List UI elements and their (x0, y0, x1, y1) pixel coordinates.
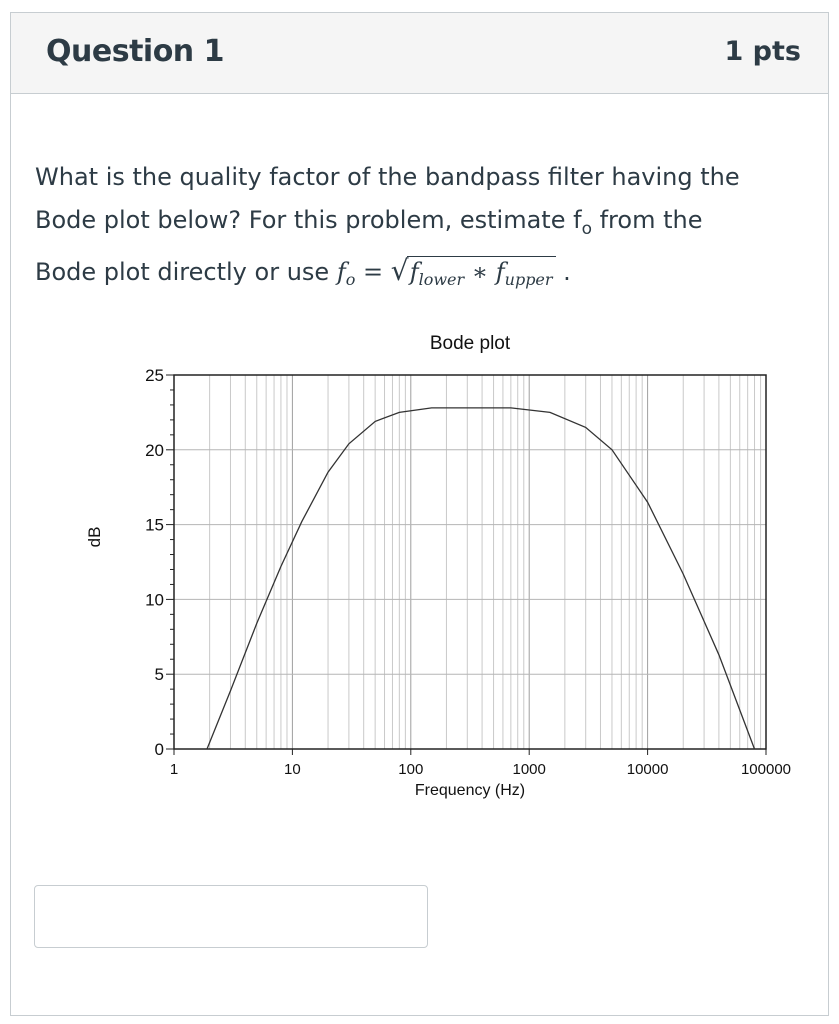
sqrt-body (407, 256, 556, 295)
fo-subscript: o (581, 219, 592, 239)
question-line-2-text: Bode plot below? For this problem, estimate f (35, 206, 582, 234)
formula-f2-sub: upper (504, 270, 553, 289)
question-points: 1 pts (724, 36, 801, 67)
chart-title: Bode plot (429, 333, 511, 354)
series-line-gain (207, 408, 755, 749)
formula-f2: f (495, 258, 505, 286)
formula (336, 254, 556, 289)
x-axis-label: Frequency (Hz) (414, 782, 526, 799)
formula-times: ∗ (464, 258, 496, 286)
question-line-2 (35, 199, 795, 251)
question-line-3-end: . (555, 258, 571, 286)
x-tick-label: 1000 (512, 761, 546, 778)
formula-sqrt (391, 251, 556, 295)
chart-series (207, 408, 755, 749)
formula-f1-sub: lower (418, 270, 465, 289)
y-axis-label: dB (85, 526, 104, 548)
x-tick-label: 10 (284, 761, 301, 778)
question-header (11, 13, 828, 94)
answer-input[interactable] (34, 885, 428, 948)
bode-chart (70, 318, 810, 828)
y-tick-label: 25 (145, 366, 164, 385)
formula-lhs-sub: o (345, 270, 356, 289)
formula-f1: f (409, 258, 419, 286)
chart-labels (85, 333, 791, 799)
formula-lhs: f (336, 258, 346, 286)
question-line-3-text: Bode plot directly or use (35, 258, 337, 286)
chart-axes (166, 375, 766, 755)
formula-equals: = (355, 258, 391, 286)
y-tick-label: 20 (145, 440, 164, 460)
question-text (35, 156, 795, 301)
x-tick-label: 1 (169, 761, 179, 778)
y-tick-label: 15 (145, 515, 164, 535)
sqrt-icon: √ (390, 254, 409, 287)
x-tick-label: 10000 (626, 761, 669, 778)
question-line-2-end: from the (591, 206, 703, 234)
y-tick-label: 10 (145, 590, 164, 610)
question-line-3 (35, 251, 795, 301)
question-line-1 (35, 156, 795, 199)
x-tick-label: 100000 (740, 761, 792, 778)
y-tick-label: 5 (154, 665, 164, 685)
question-line-1-text: What is the quality factor of the bandpass filter having the (35, 163, 740, 191)
x-tick-label: 100 (398, 761, 424, 778)
question-title: Question 1 (46, 34, 224, 69)
y-tick-label: 0 (154, 740, 164, 759)
